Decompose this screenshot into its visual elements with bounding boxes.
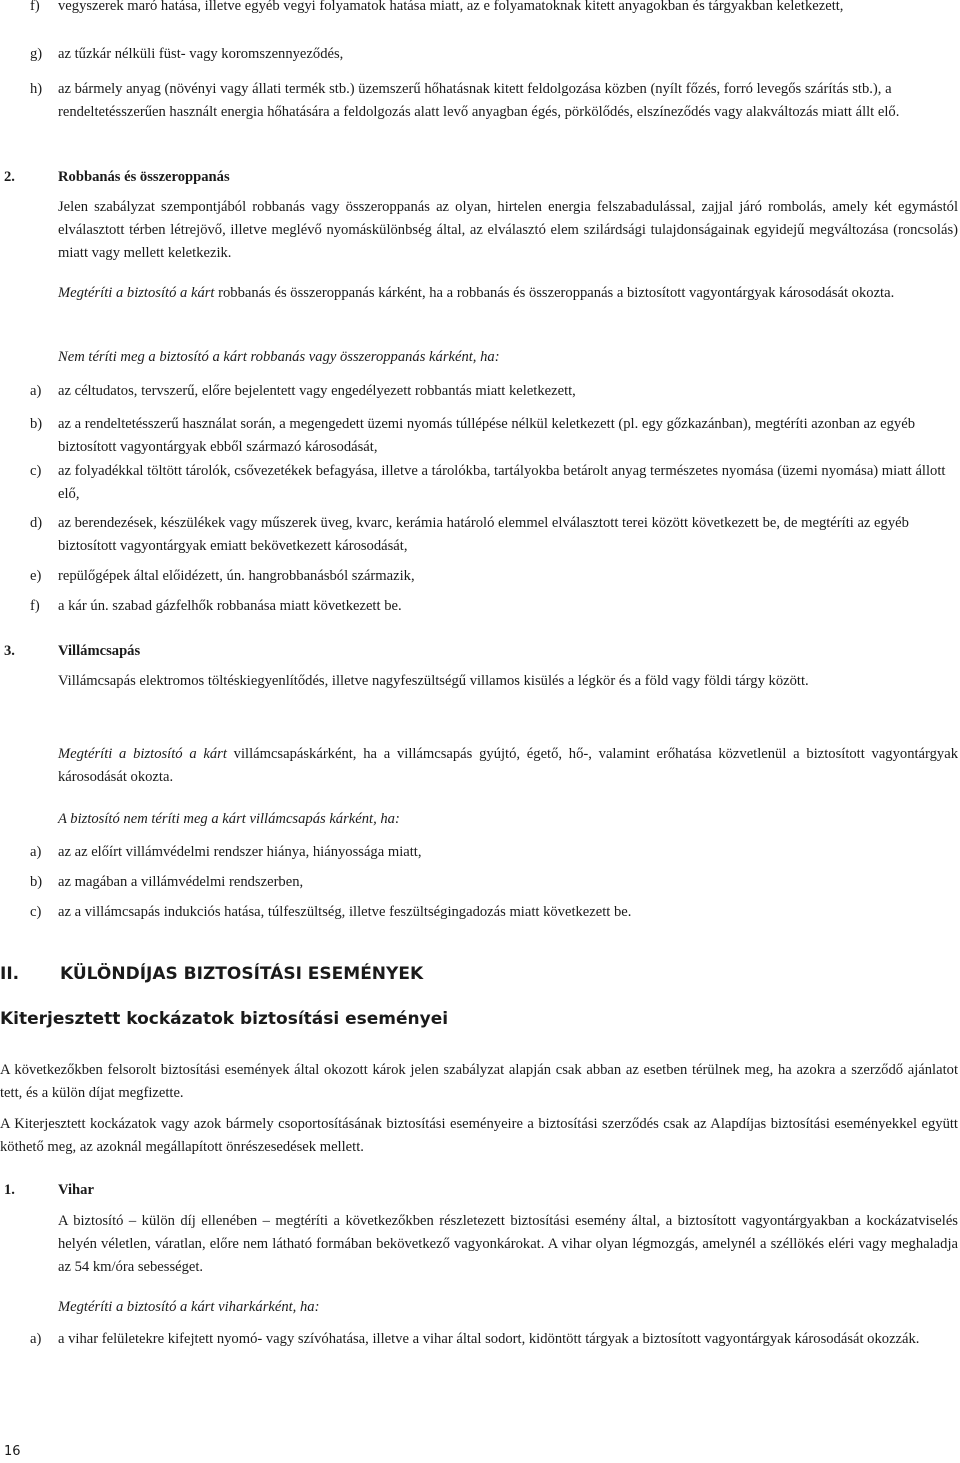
list-item-text: az tűzkár nélküli füst- vagy koromszennyeződés, [58, 46, 344, 62]
list-item [30, 0, 958, 18]
list-item-text: az folyadékkal töltött tárolók, csővezetékek befagyása, illetve a tárolókba, tartályokba betárolt anyag természetes nyomása (üzemi nyomása) miatt állott elő, [58, 463, 946, 502]
pays-italic: Megtéríti a biztosító a kárt [58, 746, 227, 762]
list-item-text: repülőgépek által előidézett, ún. hangrobbanásból származik, [58, 568, 415, 584]
part-title: KÜLÖNDÍJAS BIZTOSÍTÁSI ESEMÉNYEK [60, 964, 424, 984]
list-item-text: az az előírt villámvédelmi rendszer hiánya, hiányossága miatt, [58, 844, 422, 860]
pays-rest: robbanás és összeroppanás kárként, ha a robbanás és összeroppanás a biztosított vagyontárgyak károsodását okozta. [214, 285, 895, 301]
list-item-label: b) [30, 416, 43, 432]
section-title: Robbanás és összeroppanás [58, 169, 230, 185]
list-item-text: az berendezések, készülékek vagy műszerek üveg, kvarc, kerámia határoló elemmel elválasztott terei között következett be, de megtéríti az egyéb biztosított vagyontárgyak emiatt bekövetkezett károsodását, [58, 515, 909, 554]
list-item [30, 1328, 958, 1351]
pays-italic: Megtéríti a biztosító a kárt [58, 285, 215, 301]
list-item-text: az a villámcsapás indukciós hatása, túlfeszültség, illetve feszültségingadozás miatt következett be. [58, 904, 632, 920]
list-item-label: d) [30, 515, 43, 531]
list-item-text: az bármely anyag (növényi vagy állati termék stb.) üzemszerű hőhatásnak kitett feldolgozása közben (nyílt főzés, forró levegős szárítás stb.), a rendeltetésszerűen használt energia hőhatására a feldolgozás alatt levő anyagban égés, pörkölődés, elszíneződés vagy alakváltozás miatt állt elő. [58, 81, 900, 120]
list-item-label: c) [30, 904, 42, 920]
list-item-text: a kár ún. szabad gázfelhők robbanása miatt következett be. [58, 598, 402, 614]
section-number: 2. [4, 169, 15, 185]
list-item [30, 78, 958, 124]
pays-rest: villámcsapáskárként, ha a villámcsapás gyújtó, égető, hő-, valamint erőhatása közvetlenül a biztosított vagyontárgyak károsodását okozta. [58, 746, 958, 785]
list-item [30, 595, 958, 618]
list-item-text: az a rendeltetésszerű használat során, a megengedett üzemi nyomás túllépése nélkül keletkezett (pl. egy gőzkazánban), megtéríti azonban az egyéb biztosított vagyontárgyak ebből származó károsodását, [58, 416, 915, 455]
section-intro: A biztosító – külön díj ellenében – megtéríti a következőkben részletezett biztosítási esemény által, a biztosított vagyontárgyakban a kockázatviselés helyén véletlen, váratlan, előre nem látható formában bekövetkező vagyonkárokat. A vihar olyan légmozgás, amelynél a széllökés eléri vagy meghaladja az 54 km/óra sebességet. [58, 1213, 958, 1275]
list-item-label: f) [30, 598, 40, 614]
page-number: 16 [4, 1444, 21, 1459]
pays-heading: Megtéríti a biztosító a kárt viharkárként, ha: [58, 1299, 320, 1315]
part-roman: II. [0, 964, 20, 984]
list-item [30, 460, 958, 506]
list-item-label: g) [30, 46, 43, 62]
exclusions-heading: Nem téríti meg a biztosító a kárt robbanás vagy összeroppanás kárként, ha: [58, 349, 500, 365]
exclusions-heading: A biztosító nem téríti meg a kárt villámcsapás kárként, ha: [58, 811, 400, 827]
section-number: 1. [4, 1182, 15, 1198]
list-item-label: a) [30, 844, 42, 860]
subsection-title: Kiterjesztett kockázatok biztosítási eseményei [0, 1009, 449, 1029]
list-item [30, 380, 958, 403]
list-item-label: a) [30, 383, 42, 399]
pays-paragraph [58, 282, 958, 305]
list-item-text: az magában a villámvédelmi rendszerben, [58, 874, 304, 890]
list-item [30, 901, 958, 924]
list-item-text: az céltudatos, tervszerű, előre bejelentett vagy engedélyezett robbantás miatt keletkezett, [58, 383, 576, 399]
list-item [30, 841, 958, 864]
list-item-text: a vihar felületekre kifejtett nyomó- vagy szívóhatása, illetve a vihar által sodort, kidöntött tárgyak a biztosított vagyontárgyak károsodását okozzák. [58, 1331, 920, 1347]
intro-paragraph: A Kiterjesztett kockázatok vagy azok bármely csoportosításának biztosítási eseményeire a biztosítási szerződés csak az Alapdíjas biztosítási eseményekkel együtt köthető meg, az azoknál megállapított önrészesedések mellett. [0, 1116, 958, 1155]
pays-paragraph [58, 743, 958, 789]
list-item-label: c) [30, 463, 42, 479]
list-item-label: a) [30, 1331, 42, 1347]
section-intro: Jelen szabályzat szempontjából robbanás vagy összeroppanás az olyan, hirtelen energia felszabadulással, zajjal járó rombolás, amely két egymástól elválasztott térben létrejövő, illetve meglévő nyomáskülönbség által, az elválasztó elem szilárdsági tulajdonságainak egyidejű megváltozása (roncsolás) miatt vagy mellett keletkezik. [58, 199, 958, 261]
section-title: Villámcsapás [58, 643, 141, 659]
list-item [30, 565, 958, 588]
section-number: 3. [4, 643, 15, 659]
list-item [30, 871, 958, 894]
section-intro: Villámcsapás elektromos töltéskiegyenlítődés, illetve nagyfeszültségű villamos kisülés a légkör és a föld vagy földi tárgy között. [58, 673, 809, 689]
section-title: Vihar [58, 1182, 94, 1198]
list-item-label: e) [30, 568, 42, 584]
list-item-label: b) [30, 874, 43, 890]
list-item-label: f) [30, 0, 40, 14]
list-item [30, 43, 958, 66]
intro-paragraph: A következőkben felsorolt biztosítási események által okozott károk jelen szabályzat alapján csak abban az esetben térülnek meg, ha azokra a szerződő ajánlatot tett, és a külön díjat megfizette. [0, 1062, 958, 1101]
list-item-label: h) [30, 81, 43, 97]
list-item-text: vegyszerek maró hatása, illetve egyéb vegyi folyamatok hatása miatt, az e folyamatoknak kitett anyagokban és tárgyakban keletkezett, [58, 0, 844, 14]
list-item [30, 512, 958, 558]
list-item [30, 413, 958, 459]
